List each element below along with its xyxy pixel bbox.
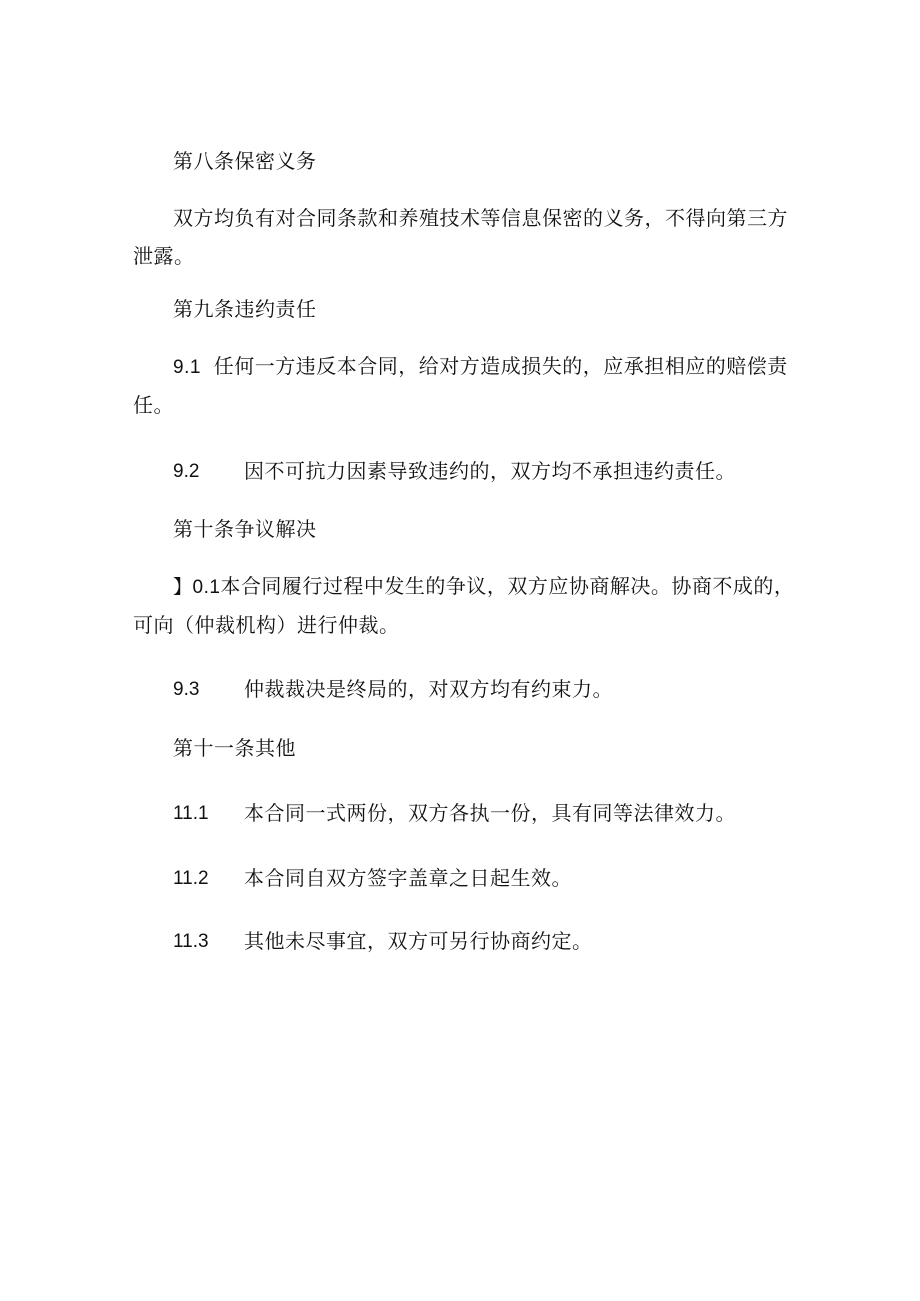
- clause-9-2-text: 因不可抗力因素导致违约的，双方均不承担违约责任。: [244, 459, 736, 483]
- clause-11-2-text: 本合同自双方签字盖章之日起生效。: [244, 866, 572, 890]
- clause-10-1-line-1: [173, 573, 794, 601]
- clause-11-2-number: 11.2: [173, 868, 209, 889]
- clause-9-1-number: 9.1: [173, 357, 201, 378]
- clause-9-1-text: 任何一方违反本合同，给对方造成损失的，应承担相应的赔偿责: [213, 354, 788, 378]
- article-11-heading: 第十一条其他: [173, 736, 296, 760]
- article-8-heading: 第八条保密义务: [173, 149, 317, 173]
- clause-9-3-text: 仲裁裁决是终局的，对双方均有约束力。: [244, 677, 613, 701]
- clause-11-3-number: 11.3: [173, 931, 209, 952]
- article-8-paragraph-line-1: 双方均负有对合同条款和养殖技术等信息保密的义务，不得向第三方: [173, 206, 788, 230]
- clause-10-1-line-2: 可向（仲裁机构）进行仲裁。: [133, 613, 400, 637]
- clause-11-1-number: 11.1: [173, 803, 209, 824]
- article-8-paragraph-line-2: 泄露。: [133, 244, 195, 268]
- clause-9-1-line-2: 任。: [133, 393, 174, 417]
- article-9-heading: 第九条违约责任: [173, 297, 317, 321]
- clause-10-1-text: 本合同履行过程中发生的争议，双方应协商解决。协商不成的，: [220, 574, 795, 598]
- clause-11-1-text: 本合同一式两份，双方各执一份，具有同等法律效力。: [244, 801, 736, 825]
- clause-9-2-number: 9.2: [173, 461, 200, 482]
- clause-9-3-number: 9.3: [173, 679, 200, 700]
- clause-10-1-number: 】0.1: [173, 577, 221, 598]
- article-10-heading: 第十条争议解决: [173, 517, 317, 541]
- clause-9-1-line-1: [173, 353, 788, 381]
- clause-11-3-text: 其他未尽事宜，双方可另行协商约定。: [244, 929, 593, 953]
